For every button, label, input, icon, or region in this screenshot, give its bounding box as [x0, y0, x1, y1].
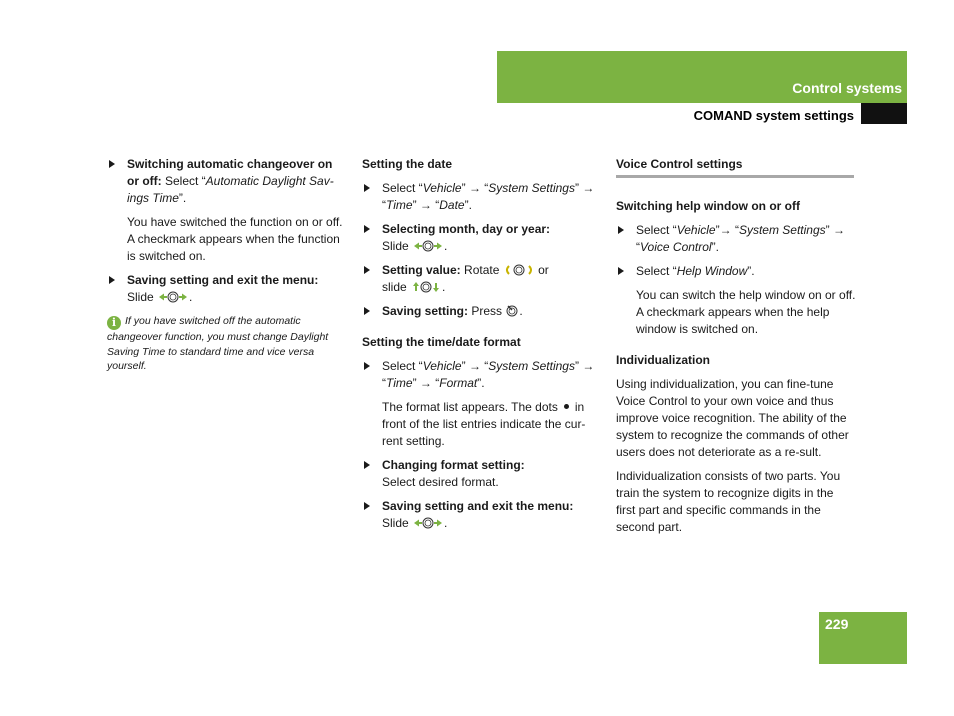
bullet-triangle-icon [364, 461, 370, 469]
list-item [616, 222, 856, 256]
bullet-triangle-icon [364, 184, 370, 192]
item-label: Selecting month, day or year: [382, 222, 551, 236]
list-item: Selecting month, day or year: Slide . [362, 221, 602, 255]
item-text: ”. [464, 198, 472, 212]
info-icon: i [107, 316, 121, 330]
item-text: ” → “ [636, 223, 845, 254]
menu-option: Automatic Daylight Sav-ings Time [127, 174, 334, 205]
bullet-triangle-icon [364, 307, 370, 315]
bullet-triangle-icon [364, 362, 370, 370]
bullet-triangle-icon [109, 160, 115, 168]
section-heading: Setting the date [362, 157, 453, 171]
column-middle [362, 156, 602, 539]
item-text: Slide [382, 239, 409, 253]
menu-option: Time [386, 376, 413, 390]
section-title: Control systems [792, 80, 902, 96]
item-text: ” → “ [461, 359, 489, 373]
paragraph: Using individualization, you can fine-tune Voice Control to your own voice and thus improve voice recognition. The ability of the system to recognize the commands of other users does not deteriorate as a re-sult. [616, 377, 849, 459]
menu-option: Vehicle [422, 359, 462, 373]
list-item [616, 263, 856, 280]
list-item: Setting value: Rotate or slide . [362, 262, 602, 296]
column-left [107, 156, 347, 374]
paragraph: You have switched the function on or off. A checkmark appears when the function is switched on. [127, 215, 343, 263]
bullet-triangle-icon [364, 266, 370, 274]
paragraph-text: in front of the list entries indicate the cur-rent setting. [382, 400, 586, 448]
list-item [362, 180, 602, 214]
item-text: Press [468, 304, 503, 318]
item-text: ” → “ [382, 181, 595, 212]
item-text: ” → “ [412, 198, 440, 212]
menu-option: Date [439, 198, 465, 212]
item-text: Select “ [161, 174, 206, 188]
item-text: Slide [127, 290, 154, 304]
list-item [107, 156, 347, 207]
item-text: ” → “ [382, 359, 595, 390]
item-text: ”. [747, 264, 755, 278]
item-text: Slide [382, 516, 409, 530]
slide-left-right-icon [157, 291, 189, 303]
menu-option: Format [439, 376, 478, 390]
rotate-icon [503, 264, 535, 276]
item-text: ”. [711, 240, 719, 254]
menu-option: Vehicle [676, 223, 716, 237]
item-text: Rotate [460, 263, 500, 277]
section-tab [861, 103, 907, 124]
menu-option: System Settings [738, 223, 826, 237]
menu-option: Vehicle [422, 181, 462, 195]
slide-left-right-icon [412, 517, 444, 529]
item-label: Saving setting and exit the menu: [127, 273, 319, 287]
item-label: Switching automatic changeover on or off: [127, 157, 333, 188]
bullet-triangle-icon [618, 226, 624, 234]
list-item [362, 358, 602, 392]
item-text: slide [382, 280, 407, 294]
item-text: or [534, 263, 549, 277]
slide-up-down-icon [410, 281, 442, 293]
paragraph: You can switch the help window on or off. A checkmark appears when the help window is switched on. [636, 288, 856, 336]
paragraph: Individualization consists of two parts. You train the system to recognize digits in the first part and specific commands in the second part. [616, 469, 841, 534]
item-label: Saving setting and exit the menu: [382, 499, 574, 513]
bullet-triangle-icon [109, 276, 115, 284]
item-text: Select “ [382, 359, 423, 373]
item-text: Select “ [636, 223, 677, 237]
item-text: ”. [178, 191, 187, 205]
item-text: Select “ [382, 181, 423, 195]
item-text: Select desired format. [382, 475, 499, 489]
info-note [107, 314, 347, 374]
column-right [616, 156, 856, 543]
bullet-dot-icon [564, 404, 569, 409]
list-item: Saving setting: Press . [362, 303, 602, 320]
subsection-heading: Switching help window on or off [616, 199, 800, 213]
item-label: Saving setting: [382, 304, 469, 318]
section-heading: Voice Control settings [616, 156, 854, 178]
item-label: Setting value: [382, 263, 461, 277]
list-item: Saving setting and exit the menu: Slide . [107, 272, 347, 306]
menu-option: System Settings [488, 359, 575, 373]
item-text: ”. [477, 376, 485, 390]
paragraph-text: The format list appears. The dots [382, 400, 558, 414]
menu-option: Time [386, 198, 413, 212]
press-icon [505, 305, 519, 317]
note-text: If you have switched off the automatic changeover function, you must change Daylight Saving Time to standard time and vice versa yourself. [107, 315, 329, 372]
item-text: Select “ [636, 264, 677, 278]
page-number-box [819, 612, 907, 664]
subsection-title: COMAND system settings [693, 108, 854, 123]
list-item: Saving setting and exit the menu: Slide . [362, 498, 602, 532]
bullet-triangle-icon [618, 267, 624, 275]
item-text: ”→ “ [715, 223, 739, 237]
section-heading: Setting the time/date format [362, 335, 521, 349]
bullet-triangle-icon [364, 225, 370, 233]
paragraph [362, 399, 602, 450]
menu-option: Help Window [676, 264, 748, 278]
item-text: ” → “ [412, 376, 440, 390]
slide-left-right-icon [412, 240, 444, 252]
menu-option: System Settings [488, 181, 575, 195]
item-text: ” → “ [461, 181, 489, 195]
page-number: 229 [825, 616, 849, 632]
list-item [362, 457, 602, 491]
item-label: Changing format setting: [382, 458, 525, 472]
menu-option: Voice Control [640, 240, 712, 254]
bullet-triangle-icon [364, 502, 370, 510]
subsection-heading: Individualization [616, 353, 711, 367]
